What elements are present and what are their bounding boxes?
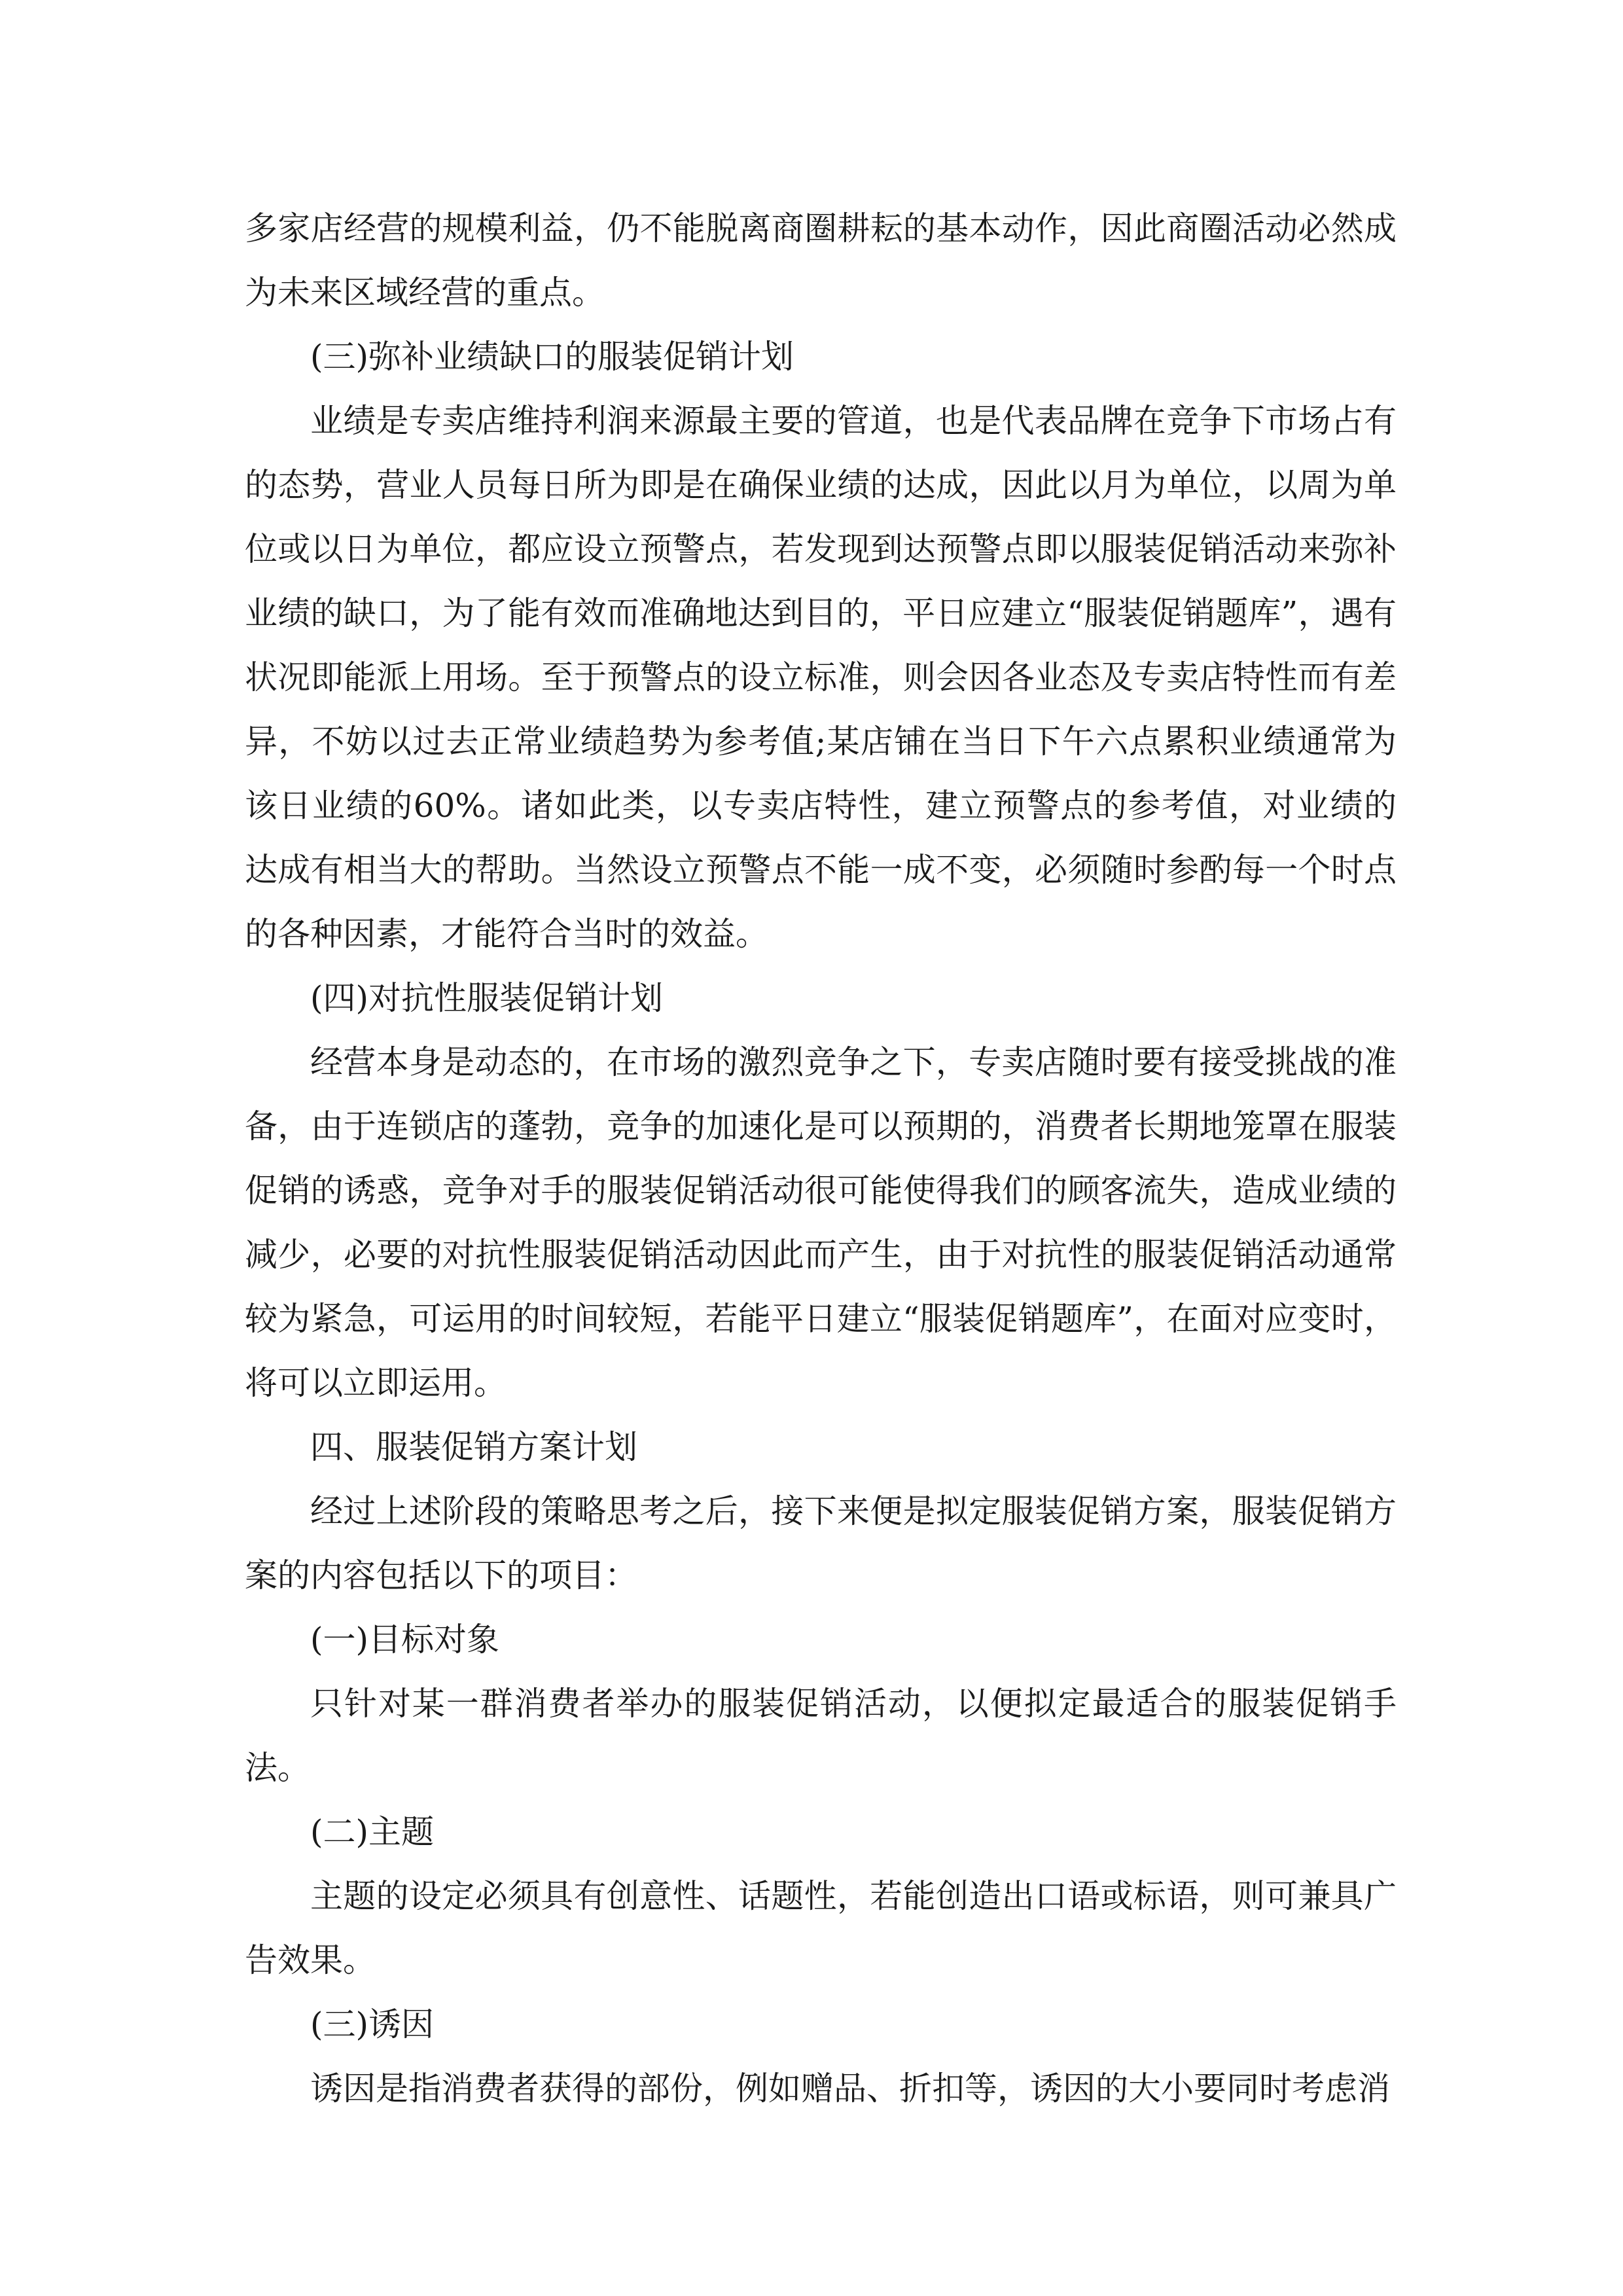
body-paragraph: 经营本身是动态的，在市场的激烈竞争之下，专卖店随时要有接受挑战的准备，由于连锁店的蓬勃，竞争的加速化是可以预期的，消费者长期地笼罩在服装促销的诱惑，竞争对手的服装促销活动很可能使得我们的顾客流失，造成业绩的减少，必要的对抗性服装促销活动因此而产生，由于对抗性的服装促销活动通常较为紧急，可运用的时间较短，若能平日建立“服装促销题库”，在面对应变时，将可以立即运用。 (245, 1043, 1397, 1402)
section-heading: (三)诱因 (310, 2005, 435, 2043)
body-paragraph: 主题的设定必须具有创意性、话题性，若能创造出口语或标语，则可兼具广告效果。 (245, 1877, 1397, 1979)
section-heading: (二)主题 (310, 1813, 435, 1851)
body-paragraph: 业绩是专卖店维持利润来源最主要的管道，也是代表品牌在竞争下市场占有的态势，营业人员每日所为即是在确保业绩的达成，因此以月为单位，以周为单位或以日为单位，都应设立预警点，若发现到达预警点即以服装促销活动来弥补业绩的缺口，为了能有效而准确地达到目的，平日应建立“服装促销题库”，遇有状况即能派上用场。至于预警点的设立标准，则会因各业态及专卖店特性而有差异，不妨以过去正常业绩趋势为参考值;某店铺在当日下午六点累积业绩通常为该日业绩的60%。诸如此类，以专卖店特性，建立预警点的参考值，对业绩的达成有相当大的帮助。当然设立预警点不能一成不变，必须随时参酌每一个时点的各种因素，才能符合当时的效益。 (245, 402, 1397, 953)
body-paragraph: 多家店经营的规模利益，仍不能脱离商圈耕耘的基本动作，因此商圈活动必然成为未来区域经营的重点。 (245, 209, 1397, 312)
section-heading: (三)弥补业绩缺口的服装促销计划 (310, 338, 794, 376)
body-paragraph: 经过上述阶段的策略思考之后，接下来便是拟定服装促销方案，服装促销方案的内容包括以下的项目： (245, 1492, 1397, 1594)
document-body (245, 196, 1397, 2121)
section-heading: (四)对抗性服装促销计划 (310, 979, 664, 1017)
body-paragraph: 只针对某一群消费者举办的服装促销活动，以便拟定最适合的服装促销手法。 (245, 1685, 1397, 1787)
section-heading: (一)目标对象 (310, 1621, 500, 1659)
section-heading: 四、服装促销方案计划 (310, 1428, 637, 1466)
body-paragraph: 诱因是指消费者获得的部份，例如赠品、折扣等，诱因的大小要同时考虑消 (310, 2070, 1390, 2108)
